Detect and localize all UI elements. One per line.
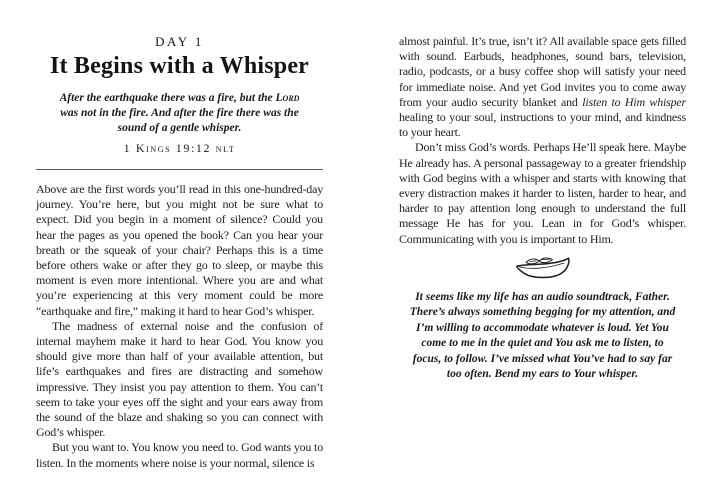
right-page [399, 0, 686, 504]
epigraph-verse [51, 91, 309, 136]
epigraph-lord-smallcaps: Lord [275, 92, 300, 104]
body-paragraph: But you want to. You know you need to. God wants you to listen. In the moments where noise is your normal, silence is [36, 440, 323, 470]
divider-rule [36, 169, 323, 170]
right-body-text [399, 34, 686, 247]
canoe-icon [399, 254, 686, 282]
scripture-citation: 1 Kings 19:12 nlt [123, 141, 236, 155]
body-paragraph: Don’t miss God’s words. Perhaps He’ll speak here. Maybe He already has. A personal passageway to a greater friendship with God begins with a whisper and starts with knowing that every distraction makes it harder to listen, harder to hear, and harder to pay attention long enough to understand the full message He has for you. Lean in for God’s whisper. Communicating with you is important to Him. [399, 140, 686, 246]
chapter-title: It Begins with a Whisper [49, 53, 310, 79]
body-paragraph [399, 34, 686, 140]
paragraph-italic-phrase: listen to Him whisper [582, 94, 686, 109]
day-label: DAY 1 [155, 34, 204, 49]
epigraph-text-post: was not in the fire. And after the fire there was the sound of a gentle whisper. [60, 107, 299, 134]
body-paragraph: Above are the first words you’ll read in this one-hundred-day journey. You’re here, but you might not be sure what to expect. Did you begin in a moment of silence? Could you hear the pages as you opened the book? Can you hear your breath or the squeak of your chair? Perhaps this is a time before others wake or after they go to sleep, or maybe this moment is even more intentional. Where you are and what you’re experiencing at this very moment could be more “earthquake and fire,” making it hard to hear God’s whisper. [36, 182, 323, 318]
epigraph-text-pre: After the earthquake there was a fire, but the [59, 92, 276, 104]
prayer-text: It seems like my life has an audio soundtrack, Father. There’s always something begging for my attention, and I’m willing to accommodate whatever is loud. Yet You come to me in the quiet and You ask me to listen, to focus, to follow. I’ve missed what You’ve had to say far too often. Bend my ears to Your whisper. [409, 290, 676, 381]
paragraph-text-post: healing to your soul, instructions to your mind, and kindness to your heart. [399, 110, 686, 140]
paragraph-text-pre: almost painful. It’s true, isn’t it? All available space gets filled with sound. Earbuds, headphones, sound bars, television, radio, podcasts, or a busy coffee shop will satisfy your need for immediate noise. And yet God invites you to come away from your audio security blanket and [399, 34, 686, 109]
body-paragraph: The madness of external noise and the confusion of internal mayhem make it hard to hear God. You know you should give more than half of your available attention, but life’s earthquakes and fires are distracting and somehow impressive. They insist you pay attention to them. You can’t seem to take your eyes off the sight and your ears away from the sound of the blaze and shaking so you can connect with God’s whisper. [36, 318, 323, 440]
left-page [36, 0, 323, 504]
left-body-text [36, 182, 323, 471]
